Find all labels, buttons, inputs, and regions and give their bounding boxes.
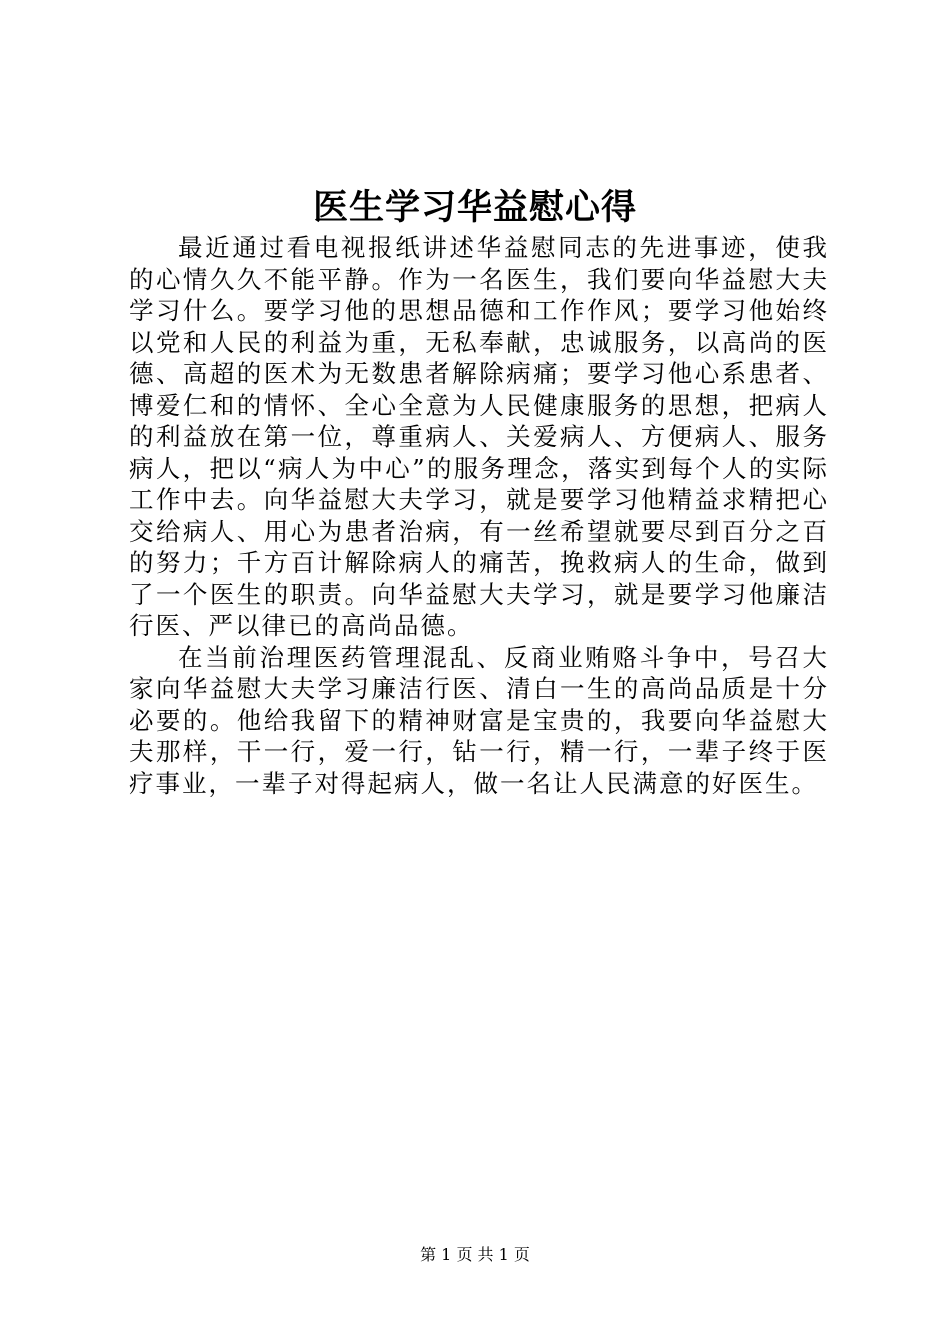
page-number-footer: 第 1 页 共 1 页 — [420, 1245, 530, 1264]
document-title: 医生学习华益慰心得 — [312, 188, 637, 228]
paragraph-2: 在当前治理医药管理混乱、反商业贿赂斗争中，号召大家向华益慰大夫学习廉洁行医、清白一生的高尚品质是十分必要的。他给我留下的精神财富是宝贵的，我要向华益慰大夫那样，干一行，爱一行，钻一行，精一行，一辈子终于医疗事业，一辈子对得起病人，做一名让人民满意的好医生。 — [129, 642, 829, 798]
paragraph-1: 最近通过看电视报纸讲述华益慰同志的先进事迹，使我的心情久久不能平静。作为一名医生，我们要向华益慰大夫学习什么。要学习他的思想品德和工作作风；要学习他始终以党和人民的利益为重，无私奉献，忠诚服务，以高尚的医德、高超的医术为无数患者解除病痛；要学习他心系患者、博爱仁和的情怀、全心全意为人民健康服务的思想，把病人的利益放在第一位，尊重病人、关爱病人、方便病人、服务病人，把以“病人为中心”的服务理念，落实到每个人的实际工作中去。向华益慰大夫学习，就是要学习他精益求精把心交给病人、用心为患者治病，有一丝希望就要尽到百分之百的努力；千方百计解除病人的痛苦，挽救病人的生命，做到了一个医生的职责。向华益慰大夫学习，就是要学习他廉洁行医、严以律已的高尚品德。 — [129, 233, 829, 640]
document-body — [129, 232, 829, 799]
